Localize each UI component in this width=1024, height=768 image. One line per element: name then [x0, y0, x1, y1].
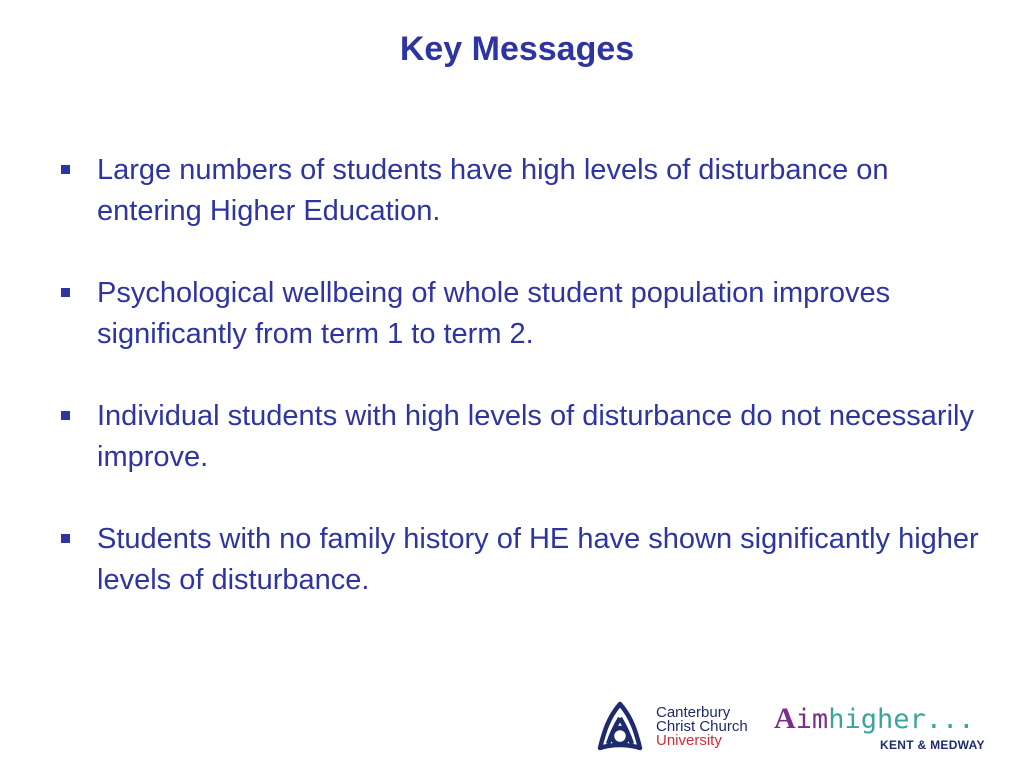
square-bullet-icon [61, 534, 70, 543]
cccu-wordmark [656, 706, 748, 748]
bullet-item [58, 396, 988, 478]
cccu-line-3: University [656, 732, 722, 749]
square-bullet-icon [61, 288, 70, 297]
aimhigher-higher: higher... [828, 704, 975, 735]
footer-logos [594, 700, 1004, 760]
cccu-trinity-knot-icon [594, 700, 646, 756]
aimhigher-im: im [795, 704, 829, 735]
bullet-text: Students with no family history of HE have shown significantly higher levels of disturbance. [97, 523, 979, 596]
bullet-item [58, 150, 988, 232]
slide-title: Key Messages [399, 30, 635, 68]
aimhigher-a: A [774, 702, 796, 735]
square-bullet-icon [61, 165, 70, 174]
bullet-list [58, 150, 988, 642]
cccu-line-2: Christ Church [656, 718, 748, 735]
aimhigher-wordmark [774, 704, 975, 735]
bullet-text: Large numbers of students have high levels of disturbance on entering Higher Education. [97, 154, 889, 227]
cccu-line-1: Canterbury [656, 704, 731, 721]
square-bullet-icon [61, 411, 70, 420]
bullet-text: Individual students with high levels of disturbance do not necessarily improve. [97, 400, 974, 473]
aimhigher-subtitle: KENT & MEDWAY [880, 738, 985, 752]
bullet-text: Psychological wellbeing of whole student population improves significantly from term 1 to term 2. [97, 277, 891, 350]
bullet-item [58, 519, 988, 601]
bullet-item [58, 273, 988, 355]
